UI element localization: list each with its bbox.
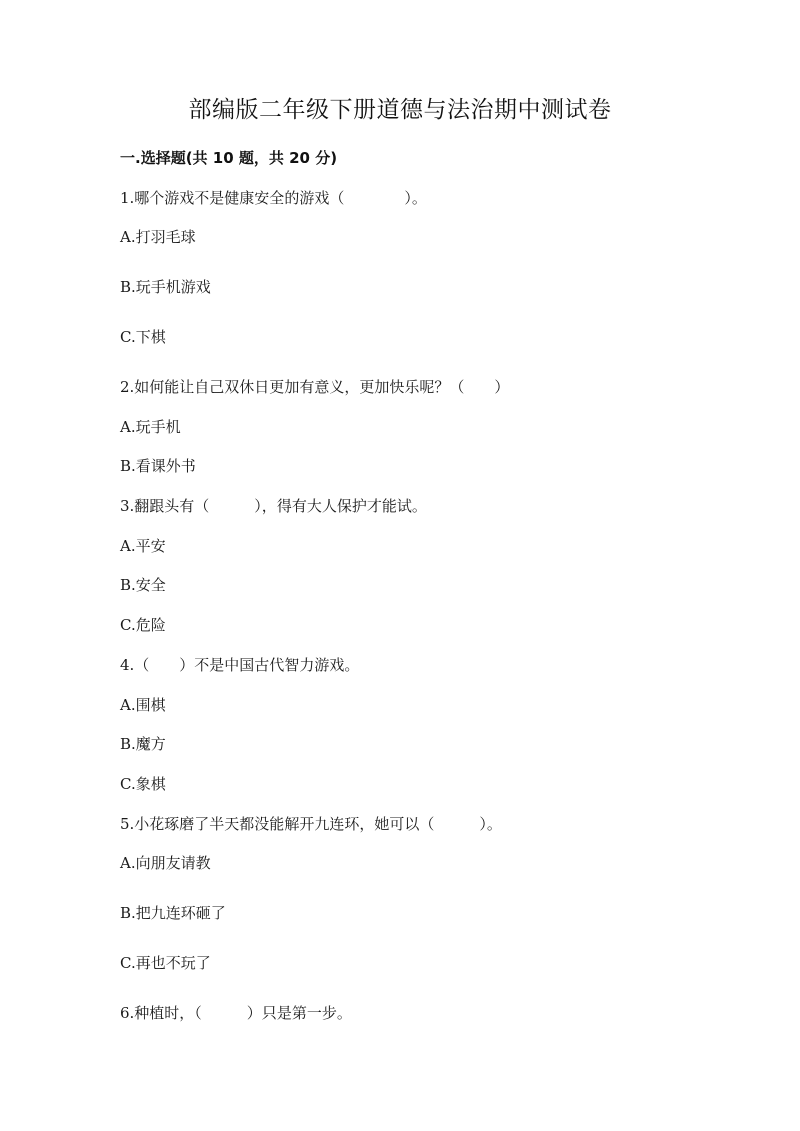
question-1-stem: 1.哪个游戏不是健康安全的游戏（ ）。 — [120, 189, 427, 207]
question-2-option-b: B.看课外书 — [120, 457, 196, 475]
question-6-stem: 6.种植时，（ ）只是第一步。 — [120, 1004, 352, 1022]
question-2-option-a: A.玩手机 — [120, 418, 181, 436]
question-3-option-b: B.安全 — [120, 576, 166, 594]
question-3-option-c: C.危险 — [120, 616, 166, 634]
page-title: 部编版二年级下册道德与法治期中测试卷 — [188, 97, 612, 123]
question-5-option-b: B.把九连环砸了 — [120, 904, 226, 922]
question-3-stem: 3.翻跟头有（ ），得有大人保护才能试。 — [120, 497, 427, 515]
question-5-stem: 5.小花琢磨了半天都没能解开九连环，她可以（ ）。 — [120, 815, 502, 833]
question-4-option-a: A.围棋 — [120, 696, 166, 714]
question-4-option-c: C.象棋 — [120, 775, 166, 793]
question-5-option-a: A.向朋友请教 — [120, 854, 211, 872]
question-3-option-a: A.平安 — [120, 537, 166, 555]
question-4-option-b: B.魔方 — [120, 735, 166, 753]
question-1-option-b: B.玩手机游戏 — [120, 278, 211, 296]
question-1-option-c: C.下棋 — [120, 328, 166, 346]
question-5-option-c: C.再也不玩了 — [120, 954, 211, 972]
question-4-stem: 4.（ ）不是中国古代智力游戏。 — [120, 656, 360, 674]
question-2-stem: 2.如何能让自己双休日更加有意义，更加快乐呢？（ ） — [120, 378, 510, 396]
question-1-option-a: A.打羽毛球 — [120, 228, 196, 246]
section-heading: 一.选择题(共 10 题，共 20 分) — [120, 149, 338, 167]
